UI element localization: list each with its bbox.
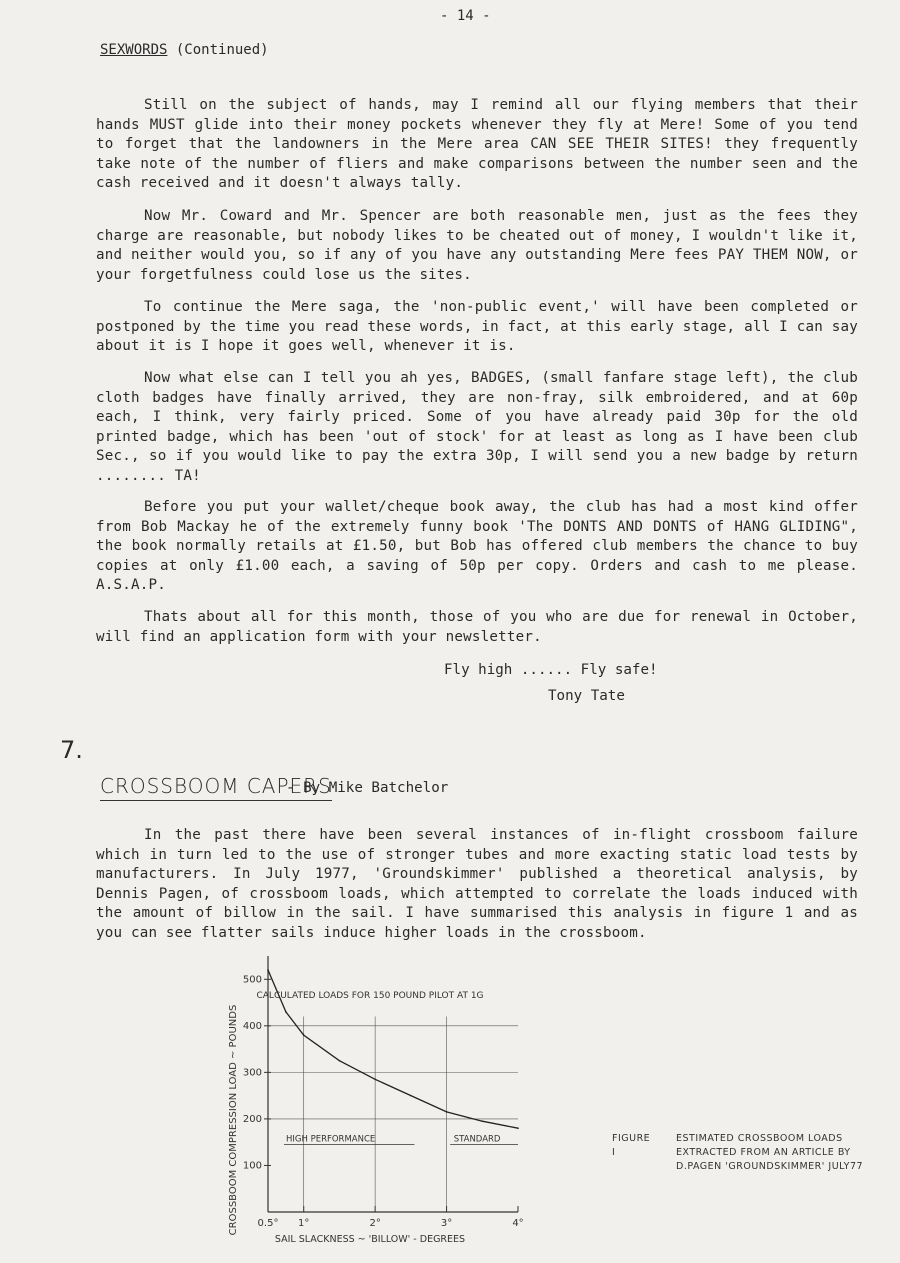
- series-point: [303, 1034, 305, 1036]
- figure-label: FIGURE I: [612, 1133, 651, 1158]
- series-point: [339, 1060, 341, 1062]
- x-tick-label: 0.5°: [257, 1218, 279, 1229]
- article-title: CROSSBOOM CAPERS: [100, 774, 332, 801]
- series-point: [446, 1111, 448, 1113]
- x-tick-label: 1°: [298, 1218, 310, 1229]
- paragraph-book-offer: Before you put your wallet/cheque book away, the club has had a most kind offer from Bob Mackay he of the extremely funny book 'The DONTS AND DONTS of HANG GLIDING", the book normally retails at £1.50, but Bob has offered club members the chance to buy copies at only £1.00 each, a saving of 50p per copy. Orders and cash to me please. A.S.A.P.: [96, 499, 858, 593]
- chart-grid: [268, 1017, 518, 1212]
- chart-ylabel: CROSSBOOM COMPRESSION LOAD ~ POUNDS: [228, 1004, 239, 1236]
- paragraph-fees: Now Mr. Coward and Mr. Spencer are both reasonable men, just as the fees they charge are reasonable, but nobody likes to be cheated out of money, I wouldn't like it, and neither would you, so if any of you have any outstanding Mere fees PAY THEM NOW, or your forgetfulness could lose us the sites.: [96, 208, 858, 283]
- series-point: [410, 1095, 412, 1097]
- paragraph-crossboom: In the past there have been several instances of in-flight crossboom failure which in turn led to the use of stronger tubes and more exacting static load tests by manufacturers. In July 1977, 'Groundskimmer' published a theoretical analysis, by Dennis Pagen, of crossboom loads, which attempted to correlate the loads induced with the amount of billow in the sail. I have summarised this analysis in figure 1 and as you can see flatter sails induce higher loads in the crossboom.: [96, 827, 858, 941]
- y-tick-label: 100: [242, 1160, 262, 1172]
- x-tick-label: 2°: [369, 1218, 381, 1229]
- paragraph-hands: Still on the subject of hands, may I remind all our flying members that their hands MUST glide into their money pockets whenever they fly at Mere! Some of you tend to forget that the landowners in the Mere area CAN SEE THEIR SITES! they frequently take note of the number of fliers and make comparisons between the number seen and the cash received and it doesn't always tally.: [96, 97, 858, 191]
- section-heading-suffix: (Continued): [167, 42, 269, 58]
- annotation-high-performance: HIGH PERFORMANCE: [286, 1134, 376, 1145]
- page-number: - 14 -: [440, 8, 491, 24]
- y-tick-label: 400: [242, 1020, 262, 1032]
- paragraph-renewal: Thats about all for this month, those of you who are due for renewal in October, will find an application form with your newsletter.: [96, 609, 858, 645]
- section-number: 7.: [60, 736, 83, 764]
- series-point: [374, 1079, 376, 1081]
- x-tick-label: 3°: [440, 1218, 453, 1229]
- series-point: [267, 969, 269, 971]
- figure-caption-text: ESTIMATED CROSSBOOM LOADS EXTRACTED FROM AN ARTICLE BY D.PAGEN 'GROUNDSKIMMER' JULY77: [676, 1133, 864, 1172]
- chart-ticks: [243, 974, 524, 1229]
- x-tick-label: 4°: [512, 1218, 524, 1229]
- y-tick-label: 200: [242, 1113, 262, 1125]
- signature: Tony Tate: [548, 688, 625, 704]
- series-point: [481, 1120, 483, 1122]
- chart-title: CALCULATED LOADS FOR 150 POUND PILOT AT 1G: [256, 991, 484, 1001]
- crossboom-load-chart: [200, 940, 890, 1260]
- chart-annotations: [284, 1135, 518, 1145]
- annotation-standard: STANDARD: [453, 1134, 501, 1145]
- chart-xlabel: SAIL SLACKNESS ~ 'BILLOW' - DEGREES: [274, 1234, 466, 1245]
- signoff: Fly high ...... Fly safe!: [444, 662, 658, 678]
- y-tick-label: 300: [242, 1067, 262, 1079]
- section-heading: [100, 42, 269, 58]
- series-point: [517, 1127, 519, 1129]
- article-byline: - By Mike Batchelor: [286, 780, 449, 796]
- y-tick-label: 500: [242, 974, 262, 986]
- series-point: [285, 1011, 287, 1013]
- section-heading-title: SEXWORDS: [100, 42, 168, 58]
- paragraph-badges: Now what else can I tell you ah yes, BADGES, (small fanfare stage left), the club cloth badges have finally arrived, they are non-fray, silk embroidered, and at 60p each, I think, very fairly priced. Some of you have already paid 30p for the old printed badge, which has been 'out of stock' for at least as long as I have been club Sec., so if you would like to pay the extra 30p, I will send you a new badge by return ........ TA!: [96, 370, 858, 484]
- paragraph-mere-saga: To continue the Mere saga, the 'non-public event,' will have been completed or postponed by the time you read these words, in fact, at this early stage, all I can say about it is I hope it goes well, whenever it is.: [96, 299, 858, 354]
